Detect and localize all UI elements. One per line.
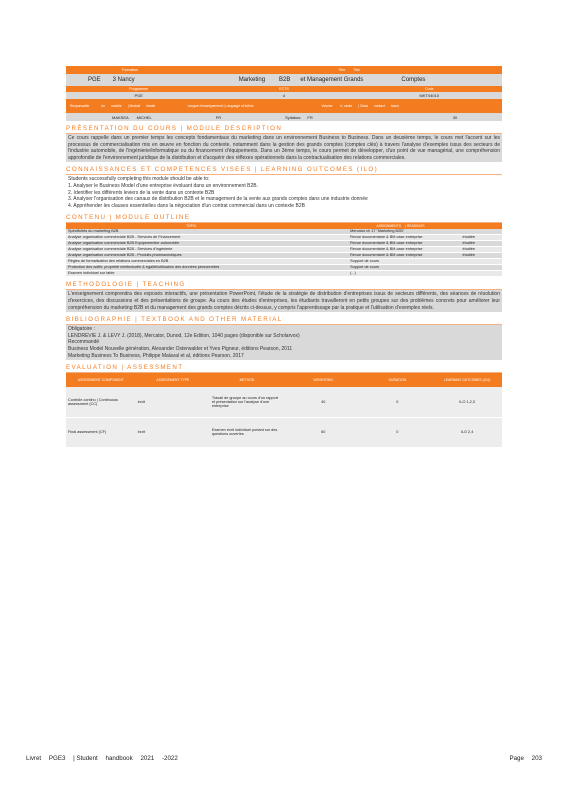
eval-col-method: METHOD [210, 373, 284, 387]
outline-reading: étudiée [462, 247, 476, 252]
outline-topic: Analyse organisation commerciale B2B Equipementier automobile [68, 241, 180, 246]
bibliography-heading: BIBLIOGRAPHIE | TEXTBOOK AND OTHER MATERIAL [66, 315, 502, 325]
leader-name2: MICHEL [136, 114, 152, 120]
learning-item: 3. Analyser l'organisation des canaux de distribution B2B et le management de la vente aux grands comptes dans une industrie donnée [68, 196, 368, 203]
programme-value: PGE [134, 93, 143, 98]
learning-outcomes-body [66, 175, 502, 210]
eval-type: écrit [136, 417, 210, 447]
code-value: MKT04010 [419, 93, 440, 98]
outline-col-topic: TOPIC [186, 224, 197, 229]
hours-value: 30 [452, 114, 458, 120]
formation-bar [66, 66, 502, 74]
col-leader: leader [146, 104, 156, 108]
title-w3: et Management Grands [300, 77, 364, 83]
evaluation-header-row [66, 373, 502, 387]
syllabus-value: FR [307, 114, 313, 120]
outline-assignment: Support de cours [350, 259, 380, 264]
eval-ilo: ILO 1,2,3 [432, 387, 502, 417]
programme-label: Programme [129, 87, 149, 91]
title-label: Title [353, 68, 360, 72]
outline-assignment: Revue documentaire & BM case entreprise [350, 247, 423, 252]
eval-weight: 40 [284, 387, 362, 417]
outline-col-reading: | READINGS [405, 224, 425, 229]
outline-assignment: Revue documentaire & BM case entreprise [350, 241, 423, 246]
eval-method: Examen écrit individuel portant sur des questions ouvertes [210, 417, 284, 447]
footer-word: 2021 [140, 755, 155, 762]
presentation-heading: PRÉSENTATION DU COURS | MODULE DESCRIPTION [66, 124, 502, 134]
ects-value: 4 [282, 93, 286, 98]
ects-label: ECTS [279, 87, 289, 91]
footer-word: -2022 [161, 755, 178, 762]
methodology-text: L'enseignement comprendra des exposés interactifs, une présentation PowerPoint, l'étude de la stratégie de distribution d'entreprises issus de secteurs différents, des séances de résolution d'exercices, des discussions et des présentations de groupe. Au cours des études d'entreprises, les étudiants travailleront en petits groupes sur des problèmes concrets pour améliorer leur compréhension du marketing B2B et du management des grands comptes décrits ci-dessus, y compris l'apprentissage par la pratique et l'utilisation d'exemples réels. [68, 291, 500, 311]
eval-ilo: ILO 2,4 [432, 417, 502, 447]
eval-type: écrit [136, 387, 210, 417]
col-class: | Class [358, 104, 369, 108]
page-footer [26, 755, 542, 762]
eval-col-type: ASSESSMENT TYPE [136, 373, 210, 387]
syllabus-label: Syllabus: [285, 114, 302, 120]
outline-reading [461, 271, 502, 276]
course-title-bar [66, 74, 502, 86]
outline-reading: étudiée [462, 253, 476, 258]
leader-header-bar [66, 99, 502, 113]
learning-item: 1. Analyser le Business Model d'une entreprise évoluant dans un environnement B2B. [68, 182, 258, 189]
programme-values [66, 92, 502, 99]
outline-assignment: Revue documentaire & BM case entreprise [350, 253, 423, 258]
eval-weight: 60 [284, 417, 362, 447]
evaluation-heading: EVALUATION | ASSESSMENT [66, 363, 502, 373]
footer-left [26, 755, 184, 762]
bibliography-line: Recommandé [68, 339, 100, 346]
col-du: du [101, 104, 105, 108]
col-module: module [110, 104, 122, 108]
bibliography-line: LENDREVIE J. & LEVY J. (2018), Mercator, Dunod, 12e Edition, 1040 pages (disponible sur Scholarvox) [68, 332, 300, 339]
outline-row [66, 271, 502, 277]
title-campus: 3 Nancy [112, 77, 135, 83]
col-language: Langue d'enseignement | Language of tuition [187, 104, 254, 108]
footer-word: PGE3 [48, 755, 66, 762]
eval-duration: 0 [362, 387, 432, 417]
outline-reading [461, 259, 502, 264]
outline-assignment: Mercator ch 17 "Marketing B2B" [350, 229, 405, 234]
learning-item: 4. Appréhender les clauses essentielles dans la négociation d'un contrat commercial dans un contexte B2B [68, 202, 305, 209]
eval-method: Travail de groupe au cours d'un rapport et présentation sur l'analyse d'une entreprise [210, 387, 284, 417]
outline-assignment: Revue documentaire & BM case entreprise [350, 235, 423, 240]
title-w1: Marketing [238, 77, 266, 83]
learning-outcomes-heading: CONNAISSANCES ET COMPETENCES VISEES | LEARNING OUTCOMES (ILO) [66, 165, 502, 175]
title-w2: B2B [279, 77, 291, 83]
bibliography-line: Obligatoire : [68, 326, 95, 333]
presentation-text: Ce cours rappelle dans un premier temps les concepts fondamentaux du marketing dans un environnement Business to Business. Dans un deuxième temps, le cours met l'accent sur les processus de commercialisation mis en œuvre en fonction du contexte, notamment dans la gestion des grands comptes (comptes clés) à travers l'analyse d'exemples issus des secteurs de l'industrie automobile, de l'ingénierie/informatique ou du financement d'équipements. Dans un 3ème temps, le cours permet de développer, d'un point de vue managérial, une compréhension approfondie de l'environnement juridique de la distribution et d'acquérir des réflexes opérationnels dans la contractualisation des relations commerciales. [68, 135, 500, 161]
outline-assignment: (...) [350, 271, 356, 276]
formation-label: Formation [122, 68, 139, 72]
outline-topic: Examen individuel sur table [68, 271, 115, 276]
outline-topic: Analyse organisation commerciale B2B - Services de Financement [68, 235, 181, 240]
footer-word: | Student [73, 755, 98, 762]
bibliography-body [66, 325, 502, 360]
evaluation-row [66, 387, 502, 417]
outline-reading [461, 229, 502, 234]
col-module-label: | Module [127, 104, 141, 108]
outline-reading [461, 265, 502, 270]
eval-component: Contrôle continu | Continuous assessment (CC) [66, 387, 136, 417]
leader-name: MAKSEA [112, 114, 129, 120]
outline-topic: Analyse organisation commerciale B2B - Services d'ingénierie [68, 247, 173, 252]
learning-intro: Students successfully completing this module should be able to: [68, 176, 210, 183]
eval-col-duration: DURATION [362, 373, 432, 387]
titre-label: Titre [338, 68, 346, 72]
outline-topic: Protection des actifs: propriété intellectuelle & égalité/utilisation des données personnelles [68, 265, 220, 270]
footer-word: Livret [26, 755, 42, 762]
col-contact: contact [374, 104, 385, 108]
learning-item: 2. Identifier les différents leviers de la vente dans un contexte B2B [68, 189, 215, 196]
title-w4: Comptes [401, 77, 426, 83]
eval-component: Final assessment (CF) [66, 417, 136, 447]
bibliography-line: Marketing Business To Business, Philippe Malaval et al, éditions Pearson, 2017 [68, 352, 244, 359]
eval-duration: 0 [362, 417, 432, 447]
course-sheet [66, 66, 502, 448]
bibliography-line: Business Model Nouvelle génération, Alexander Osterwalder et Yves Pigneur, éditions Pearson, 2011 [68, 345, 293, 352]
outline-reading: étudiée [462, 235, 476, 240]
outline-reading: étudiée [462, 241, 476, 246]
outline-topic: Règles de formalisation des relations commerciales en B2B [68, 259, 169, 264]
outline-col-assign: ASSIGNMENTS [376, 224, 401, 229]
page-number: 203 [531, 755, 542, 762]
eval-col-weighting: WEIGHTING [284, 373, 362, 387]
page-label: Page [509, 755, 524, 762]
col-responsable: Responsable [70, 104, 90, 108]
evaluation-table [66, 373, 502, 448]
outline-topic: Analyse organisation commerciale B2B - Produits pharmaceutiques [68, 253, 182, 258]
evaluation-row [66, 417, 502, 447]
footer-word: handbook [105, 755, 133, 762]
code-label: Code [425, 87, 434, 91]
col-volume: Volume [321, 104, 333, 108]
eval-col-component: ASSESSMENT COMPONENT [66, 373, 136, 387]
title-programme: PGE [88, 77, 101, 83]
col-hseule: h. seule [340, 104, 353, 108]
outline-heading: CONTENU | MODULE OUTLINE [66, 213, 502, 223]
col-hours: hours [390, 104, 399, 108]
outline-table [66, 229, 502, 277]
outline-assignment: Support de cours [350, 265, 380, 270]
footer-right [509, 755, 542, 762]
methodology-heading: METHODOLOGIE | TEACHING [66, 280, 502, 290]
outline-topic: Spécificités du marketing B2B [68, 229, 119, 234]
eval-col-ilo: LEARNING OUTCOMES (ILO) [432, 373, 502, 387]
leader-values [66, 113, 502, 121]
language-value: FR [215, 114, 222, 120]
